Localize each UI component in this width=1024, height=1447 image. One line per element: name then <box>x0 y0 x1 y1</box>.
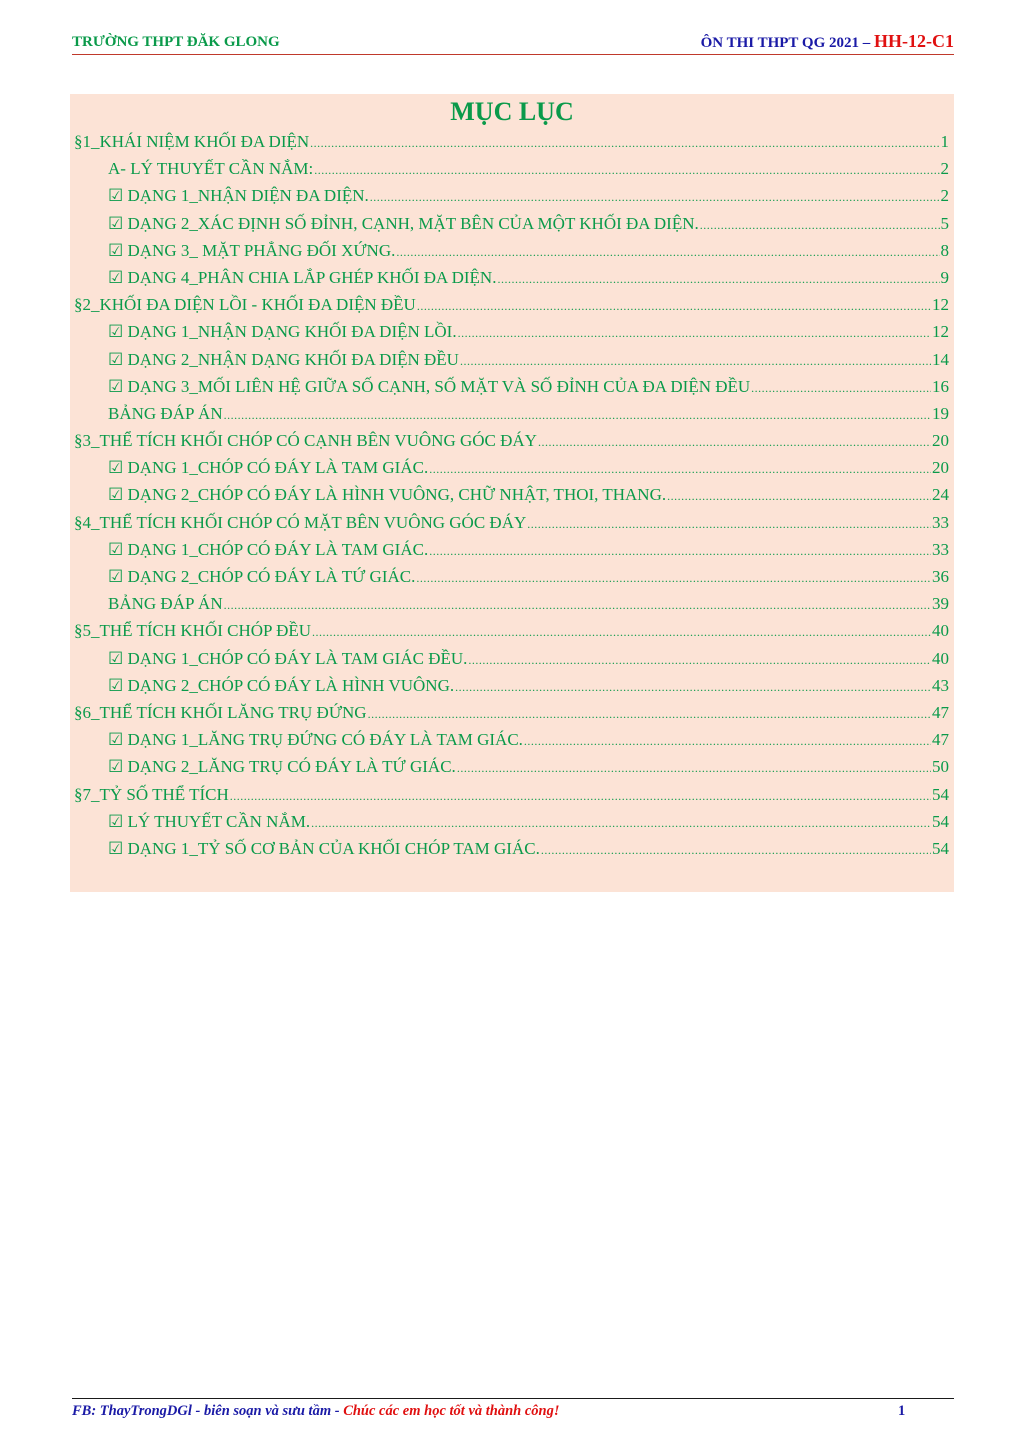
toc-entry[interactable] <box>70 672 954 699</box>
toc-entry[interactable] <box>70 726 954 753</box>
toc-entry-label: ☑ DẠNG 3_MỐI LIÊN HỆ GIỮA SỐ CẠNH, SỐ MẶT VÀ SỐ ĐỈNH CỦA ĐA DIỆN ĐỀU <box>108 376 751 396</box>
toc-entry[interactable] <box>70 454 954 481</box>
toc-leader-dots <box>224 592 931 619</box>
toc-entry-label: §2_KHỐI ĐA DIỆN LỒI - KHỐI ĐA DIỆN ĐỀU <box>74 295 416 315</box>
toc-entry[interactable] <box>70 210 954 237</box>
toc-entry-label: ☑ DẠNG 3_ MẶT PHẲNG ĐỐI XỨNG. <box>108 240 396 260</box>
toc-leader-dots <box>368 701 931 728</box>
toc-entry[interactable] <box>70 155 954 182</box>
toc-leader-dots <box>524 728 931 755</box>
toc-entry[interactable] <box>70 699 954 726</box>
toc-entry[interactable] <box>70 373 954 400</box>
toc-entry-label: ☑ DẠNG 2_XÁC ĐỊNH SỐ ĐỈNH, CẠNH, MẶT BÊN CỦA MỘT KHỐI ĐA DIỆN. <box>108 213 699 233</box>
toc-entry[interactable] <box>70 128 954 155</box>
toc-entry-label: §7_TỶ SỐ THỂ TÍCH <box>74 784 229 804</box>
toc-leader-dots <box>497 266 939 293</box>
toc-entry-label: §4_THỂ TÍCH KHỐI CHÓP CÓ MẶT BÊN VUÔNG GÓC ĐÁY <box>74 512 527 532</box>
toc-leader-dots <box>311 810 931 837</box>
toc-leader-dots <box>429 538 931 565</box>
toc-entry-page: 8 <box>940 240 949 260</box>
toc-entry-page: 9 <box>940 267 949 287</box>
toc-entry-label: ☑ DẠNG 1_NHẬN DIỆN ĐA DIỆN. <box>108 186 369 206</box>
toc-entry-page: 47 <box>932 730 949 750</box>
toc-entry-label: ☑ DẠNG 2_CHÓP CÓ ĐÁY LÀ HÌNH VUÔNG, CHỮ NHẬT, THOI, THANG. <box>108 485 667 505</box>
toc-leader-dots <box>527 511 931 538</box>
toc-entry[interactable] <box>70 318 954 345</box>
toc-entry-label: §3_THỂ TÍCH KHỐI CHÓP CÓ CẠNH BÊN VUÔNG GÓC ĐÁY <box>74 431 537 451</box>
toc-entry-page: 2 <box>940 159 949 179</box>
toc-entry-label: ☑ DẠNG 4_PHÂN CHIA LẮP GHÉP KHỐI ĐA DIỆN. <box>108 267 497 287</box>
exam-title: ÔN THI THPT QG 2021 <box>700 35 859 51</box>
toc-leader-dots <box>417 293 931 320</box>
toc-entry-label: ☑ DẠNG 2_CHÓP CÓ ĐÁY LÀ HÌNH VUÔNG. <box>108 675 455 695</box>
toc-entry-label: ☑ DẠNG 2_NHẬN DẠNG KHỐI ĐA DIỆN ĐỀU <box>108 349 459 369</box>
toc-entry-page: 54 <box>932 784 949 804</box>
toc-entry-label: ☑ DẠNG 1_CHÓP CÓ ĐÁY LÀ TAM GIÁC ĐỀU. <box>108 648 468 668</box>
page-number: 1 <box>898 1403 906 1419</box>
toc-leader-dots <box>429 456 931 483</box>
toc-leader-dots <box>700 212 940 239</box>
toc-entry[interactable] <box>70 753 954 780</box>
toc-entry[interactable] <box>70 291 954 318</box>
toc-entry-label: §5_THỂ TÍCH KHỐI CHÓP ĐỀU <box>74 621 312 641</box>
footer-credit: - biên soạn và sưu tầm - <box>191 1403 344 1419</box>
footer-facebook: FB: ThayTrongDGl <box>72 1403 192 1419</box>
toc-leader-dots <box>458 320 931 347</box>
toc-leader-dots <box>312 619 931 646</box>
toc-entry-label: ☑ DẠNG 1_NHẬN DẠNG KHỐI ĐA DIỆN LỒI. <box>108 322 457 342</box>
toc-entry-page: 54 <box>932 811 949 831</box>
footer-wish: Chúc các em học tốt và thành công! <box>343 1403 560 1419</box>
toc-leader-dots <box>224 402 931 429</box>
table-of-contents <box>70 94 954 892</box>
chapter-code: HH-12-C1 <box>874 31 954 51</box>
school-name: TRƯỜNG THPT ĐĂK GLONG <box>72 34 280 50</box>
toc-entry-label: A- LÝ THUYẾT CẦN NẮM: <box>108 159 314 179</box>
toc-entry[interactable] <box>70 563 954 590</box>
toc-leader-dots <box>751 375 931 402</box>
page-footer <box>72 1398 954 1425</box>
toc-entry-label: ☑ DẠNG 1_LĂNG TRỤ ĐỨNG CÓ ĐÁY LÀ TAM GIÁC. <box>108 730 523 750</box>
toc-entry-page: 40 <box>932 621 949 641</box>
toc-leader-dots <box>416 565 931 592</box>
header-separator: – <box>862 35 871 51</box>
toc-entry-page: 20 <box>932 458 949 478</box>
toc-entry-page: 12 <box>932 295 949 315</box>
toc-entry-label: BẢNG ĐÁP ÁN <box>108 594 223 614</box>
toc-entry[interactable] <box>70 346 954 373</box>
toc-entry-page: 43 <box>932 675 949 695</box>
toc-leader-dots <box>468 647 931 674</box>
toc-leader-dots <box>396 239 939 266</box>
toc-leader-dots <box>310 130 939 157</box>
toc-entry-page: 47 <box>932 702 949 722</box>
toc-entry-label: ☑ DẠNG 2_LĂNG TRỤ CÓ ĐÁY LÀ TỨ GIÁC. <box>108 757 456 777</box>
toc-entry[interactable] <box>70 509 954 536</box>
toc-leader-dots <box>460 348 931 375</box>
toc-leader-dots <box>541 837 931 864</box>
toc-entry-page: 54 <box>932 838 949 858</box>
page-header <box>72 32 954 55</box>
toc-title: MỤC LỤC <box>450 97 574 126</box>
toc-entry-page: 2 <box>940 186 949 206</box>
toc-entry[interactable] <box>70 400 954 427</box>
toc-leader-dots <box>370 184 940 211</box>
toc-entry[interactable] <box>70 617 954 644</box>
toc-entry[interactable] <box>70 645 954 672</box>
toc-entry-page: 5 <box>940 213 949 233</box>
toc-entry[interactable] <box>70 781 954 808</box>
toc-entry-page: 36 <box>932 567 949 586</box>
toc-entry[interactable] <box>70 835 954 862</box>
toc-entry-label: ☑ LÝ THUYẾT CẦN NẮM. <box>108 811 311 831</box>
toc-entry[interactable] <box>70 427 954 454</box>
toc-entry-page: 14 <box>932 349 949 369</box>
toc-entry-label: BẢNG ĐÁP ÁN <box>108 403 223 423</box>
toc-entry-label: §1_KHÁI NIỆM KHỐI ĐA DIỆN <box>74 132 310 151</box>
toc-leader-dots <box>667 483 931 510</box>
toc-leader-dots <box>455 674 931 701</box>
toc-leader-dots <box>230 783 931 810</box>
toc-entry-page: 33 <box>932 512 949 532</box>
toc-entry[interactable] <box>70 536 954 563</box>
toc-entry-label: ☑ DẠNG 1_TỶ SỐ CƠ BẢN CỦA KHỐI CHÓP TAM GIÁC. <box>108 838 540 858</box>
toc-entry-page: 50 <box>932 757 949 777</box>
toc-leader-dots <box>314 157 939 184</box>
toc-entry[interactable] <box>70 264 954 291</box>
toc-entry-page: 40 <box>932 648 949 668</box>
toc-entry-label: ☑ DẠNG 2_CHÓP CÓ ĐÁY LÀ TỨ GIÁC. <box>108 567 416 586</box>
toc-entry-label: ☑ DẠNG 1_CHÓP CÓ ĐÁY LÀ TAM GIÁC. <box>108 458 429 478</box>
toc-leader-dots <box>457 755 931 782</box>
toc-entry-page: 20 <box>932 431 949 451</box>
toc-entry[interactable] <box>70 808 954 835</box>
toc-entry-page: 16 <box>932 376 949 396</box>
toc-entry[interactable] <box>70 590 954 617</box>
toc-leader-dots <box>538 429 931 456</box>
toc-entry-label: ☑ DẠNG 1_CHÓP CÓ ĐÁY LÀ TAM GIÁC. <box>108 539 429 559</box>
toc-entry-page: 24 <box>932 485 949 505</box>
toc-entry-label: §6_THỂ TÍCH KHỐI LĂNG TRỤ ĐỨNG <box>74 702 367 722</box>
toc-entry-page: 1 <box>940 132 949 151</box>
exam-title-group <box>701 31 954 54</box>
toc-entry[interactable] <box>70 237 954 264</box>
toc-entry[interactable] <box>70 182 954 209</box>
toc-entry-page: 33 <box>932 539 949 559</box>
toc-entry-page: 19 <box>932 403 949 423</box>
toc-entry-page: 12 <box>932 322 949 342</box>
toc-entry-page: 39 <box>932 594 949 614</box>
toc-entry[interactable] <box>70 481 954 508</box>
toc-list <box>70 128 954 862</box>
